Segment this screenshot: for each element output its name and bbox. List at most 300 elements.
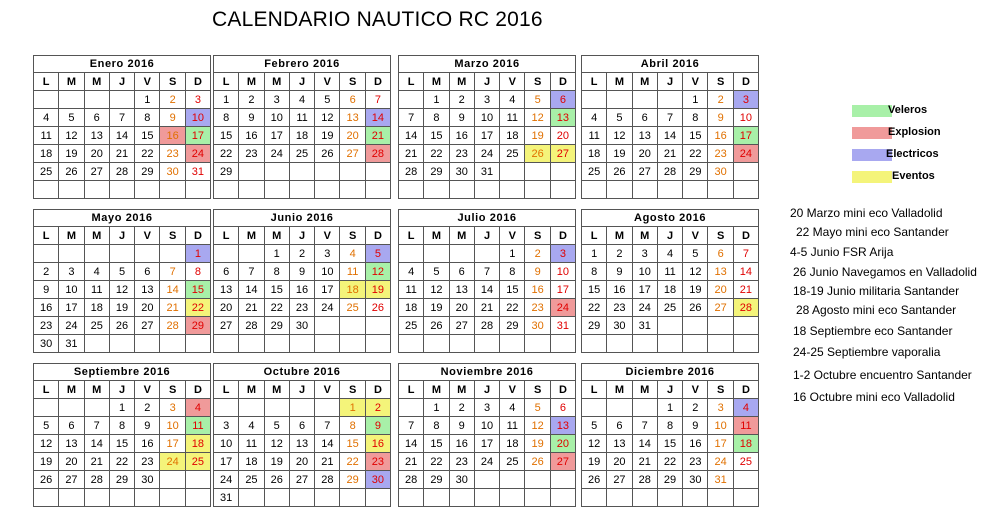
weekday-header: D: [733, 73, 758, 91]
day-cell: 17: [59, 299, 84, 317]
day-cell: 10: [160, 417, 185, 435]
day-cell: 29: [500, 317, 525, 335]
empty-cell: [424, 489, 449, 507]
day-cell: 12: [424, 281, 449, 299]
day-cell: 15: [657, 435, 682, 453]
day-cell: 5: [525, 91, 550, 109]
weekday-header: L: [399, 73, 424, 91]
event-item: 20 Marzo mini eco Valladolid: [790, 206, 943, 220]
day-cell: 2: [160, 91, 185, 109]
day-cell: 14: [84, 435, 109, 453]
weekday-header: D: [550, 381, 575, 399]
day-cell: 25: [340, 299, 365, 317]
day-cell: 22: [185, 299, 210, 317]
empty-cell: [525, 471, 550, 489]
day-cell: 11: [239, 435, 264, 453]
day-cell: 18: [340, 281, 365, 299]
empty-cell: [657, 317, 682, 335]
weekday-header: M: [449, 73, 474, 91]
empty-cell: [160, 335, 185, 353]
empty-cell: [525, 335, 550, 353]
empty-cell: [135, 245, 160, 263]
day-cell: 15: [340, 435, 365, 453]
empty-cell: [449, 181, 474, 199]
empty-cell: [59, 245, 84, 263]
empty-cell: [160, 471, 185, 489]
empty-cell: [449, 335, 474, 353]
day-cell: 2: [34, 263, 59, 281]
day-cell: 29: [683, 163, 708, 181]
event-item: 22 Mayo mini eco Santander: [796, 225, 949, 239]
day-cell: 25: [500, 145, 525, 163]
empty-cell: [84, 91, 109, 109]
empty-cell: [607, 335, 632, 353]
day-cell: 3: [214, 417, 239, 435]
day-cell: 15: [135, 127, 160, 145]
day-cell: 13: [59, 435, 84, 453]
empty-cell: [550, 181, 575, 199]
day-cell: 20: [289, 453, 314, 471]
empty-cell: [399, 245, 424, 263]
day-cell: 4: [657, 245, 682, 263]
day-cell: 6: [607, 417, 632, 435]
weekday-header: L: [214, 227, 239, 245]
day-cell: 24: [264, 145, 289, 163]
day-cell: 6: [550, 91, 575, 109]
weekday-header: L: [582, 227, 607, 245]
day-cell: 5: [34, 417, 59, 435]
day-cell: 19: [607, 145, 632, 163]
empty-cell: [59, 489, 84, 507]
day-cell: 3: [315, 245, 340, 263]
empty-cell: [135, 489, 160, 507]
day-cell: 22: [582, 299, 607, 317]
weekday-header: L: [399, 227, 424, 245]
month-name: Enero 2016: [34, 56, 211, 73]
day-cell: 10: [474, 417, 499, 435]
day-cell: 17: [733, 127, 758, 145]
empty-cell: [59, 181, 84, 199]
empty-cell: [315, 335, 340, 353]
day-cell: 28: [160, 317, 185, 335]
day-cell: 26: [264, 471, 289, 489]
day-cell: 20: [340, 127, 365, 145]
weekday-header: M: [84, 73, 109, 91]
day-cell: 25: [239, 471, 264, 489]
day-cell: 18: [399, 299, 424, 317]
empty-cell: [733, 181, 758, 199]
day-cell: 19: [424, 299, 449, 317]
weekday-header: M: [632, 227, 657, 245]
day-cell: 7: [84, 417, 109, 435]
day-cell: 25: [289, 145, 314, 163]
empty-cell: [160, 489, 185, 507]
day-cell: 25: [582, 163, 607, 181]
month-calendar: [581, 209, 759, 353]
day-cell: 21: [365, 127, 390, 145]
day-cell: 30: [525, 317, 550, 335]
empty-cell: [424, 245, 449, 263]
day-cell: 16: [289, 281, 314, 299]
day-cell: 5: [59, 109, 84, 127]
day-cell: 11: [340, 263, 365, 281]
day-cell: 11: [657, 263, 682, 281]
day-cell: 5: [582, 417, 607, 435]
day-cell: 17: [474, 435, 499, 453]
day-cell: 2: [239, 91, 264, 109]
empty-cell: [34, 91, 59, 109]
empty-cell: [399, 335, 424, 353]
day-cell: 18: [84, 299, 109, 317]
weekday-header: V: [683, 381, 708, 399]
month-calendar: [33, 209, 211, 353]
weekday-header: M: [424, 227, 449, 245]
weekday-header: D: [550, 227, 575, 245]
weekday-header: D: [733, 381, 758, 399]
day-cell: 31: [550, 317, 575, 335]
day-cell: 21: [399, 453, 424, 471]
day-cell: 30: [34, 335, 59, 353]
legend-label: Veleros: [888, 104, 928, 116]
day-cell: 25: [84, 317, 109, 335]
day-cell: 18: [185, 435, 210, 453]
empty-cell: [214, 399, 239, 417]
empty-cell: [264, 489, 289, 507]
weekday-header: M: [424, 381, 449, 399]
day-cell: 1: [657, 399, 682, 417]
empty-cell: [340, 489, 365, 507]
day-cell: 28: [657, 163, 682, 181]
day-cell: 21: [657, 145, 682, 163]
day-cell: 29: [340, 471, 365, 489]
month-calendar: [581, 363, 759, 507]
event-item: 24-25 Septiembre vaporalia: [793, 345, 941, 359]
day-cell: 22: [424, 145, 449, 163]
month-calendar: [581, 55, 759, 199]
empty-cell: [340, 181, 365, 199]
month-calendar: [213, 55, 391, 199]
empty-cell: [632, 181, 657, 199]
day-cell: 18: [289, 127, 314, 145]
day-cell: 2: [607, 245, 632, 263]
empty-cell: [474, 245, 499, 263]
day-cell: 24: [185, 145, 210, 163]
empty-cell: [365, 489, 390, 507]
day-cell: 28: [315, 471, 340, 489]
day-cell: 26: [607, 163, 632, 181]
day-cell: 14: [474, 281, 499, 299]
day-cell: 9: [135, 417, 160, 435]
empty-cell: [525, 181, 550, 199]
empty-cell: [289, 181, 314, 199]
weekday-header: V: [315, 381, 340, 399]
day-cell: 15: [264, 281, 289, 299]
empty-cell: [315, 489, 340, 507]
day-cell: 2: [683, 399, 708, 417]
day-cell: 18: [582, 145, 607, 163]
day-cell: 8: [683, 109, 708, 127]
empty-cell: [607, 181, 632, 199]
day-cell: 1: [424, 399, 449, 417]
empty-cell: [340, 335, 365, 353]
empty-cell: [683, 181, 708, 199]
day-cell: 10: [708, 417, 733, 435]
day-cell: 30: [449, 471, 474, 489]
day-cell: 25: [34, 163, 59, 181]
day-cell: 1: [340, 399, 365, 417]
day-cell: 27: [340, 145, 365, 163]
day-cell: 14: [109, 127, 134, 145]
day-cell: 25: [657, 299, 682, 317]
day-cell: 26: [365, 299, 390, 317]
day-cell: 16: [239, 127, 264, 145]
weekday-header: D: [185, 227, 210, 245]
empty-cell: [84, 335, 109, 353]
day-cell: 9: [525, 263, 550, 281]
day-cell: 24: [214, 471, 239, 489]
empty-cell: [449, 245, 474, 263]
day-cell: 15: [582, 281, 607, 299]
day-cell: 7: [239, 263, 264, 281]
day-cell: 21: [239, 299, 264, 317]
weekday-header: L: [34, 381, 59, 399]
day-cell: 12: [525, 109, 550, 127]
empty-cell: [340, 317, 365, 335]
day-cell: 25: [500, 453, 525, 471]
day-cell: 11: [289, 109, 314, 127]
day-cell: 29: [214, 163, 239, 181]
day-cell: 23: [239, 145, 264, 163]
weekday-header: J: [289, 381, 314, 399]
weekday-header: D: [550, 73, 575, 91]
empty-cell: [582, 181, 607, 199]
day-cell: 20: [550, 435, 575, 453]
day-cell: 21: [315, 453, 340, 471]
day-cell: 4: [399, 263, 424, 281]
empty-cell: [34, 245, 59, 263]
day-cell: 3: [632, 245, 657, 263]
month-name: Marzo 2016: [399, 56, 576, 73]
day-cell: 11: [582, 127, 607, 145]
day-cell: 26: [315, 145, 340, 163]
day-cell: 19: [315, 127, 340, 145]
day-cell: 8: [264, 263, 289, 281]
weekday-header: M: [239, 227, 264, 245]
day-cell: 27: [135, 317, 160, 335]
day-cell: 25: [399, 317, 424, 335]
day-cell: 24: [733, 145, 758, 163]
day-cell: 5: [683, 245, 708, 263]
day-cell: 27: [214, 317, 239, 335]
day-cell: 10: [214, 435, 239, 453]
weekday-header: M: [607, 227, 632, 245]
day-cell: 6: [84, 109, 109, 127]
day-cell: 14: [239, 281, 264, 299]
weekday-header: V: [500, 227, 525, 245]
day-cell: 17: [160, 435, 185, 453]
day-cell: 5: [315, 91, 340, 109]
day-cell: 7: [474, 263, 499, 281]
day-cell: 20: [607, 453, 632, 471]
day-cell: 17: [185, 127, 210, 145]
day-cell: 10: [632, 263, 657, 281]
day-cell: 5: [109, 263, 134, 281]
month-name: Noviembre 2016: [399, 364, 576, 381]
day-cell: 29: [135, 163, 160, 181]
day-cell: 9: [607, 263, 632, 281]
day-cell: 6: [214, 263, 239, 281]
day-cell: 9: [365, 417, 390, 435]
day-cell: 28: [399, 163, 424, 181]
empty-cell: [315, 317, 340, 335]
day-cell: 23: [135, 453, 160, 471]
empty-cell: [733, 489, 758, 507]
weekday-header: M: [264, 381, 289, 399]
weekday-header: J: [109, 227, 134, 245]
day-cell: 31: [708, 471, 733, 489]
empty-cell: [708, 335, 733, 353]
day-cell: 23: [449, 453, 474, 471]
empty-cell: [315, 399, 340, 417]
day-cell: 25: [185, 453, 210, 471]
day-cell: 8: [185, 263, 210, 281]
day-cell: 15: [500, 281, 525, 299]
empty-cell: [239, 181, 264, 199]
empty-cell: [214, 335, 239, 353]
day-cell: 31: [214, 489, 239, 507]
day-cell: 8: [135, 109, 160, 127]
day-cell: 10: [550, 263, 575, 281]
weekday-header: S: [160, 381, 185, 399]
day-cell: 7: [399, 417, 424, 435]
empty-cell: [550, 489, 575, 507]
empty-cell: [632, 399, 657, 417]
day-cell: 12: [365, 263, 390, 281]
day-cell: 6: [135, 263, 160, 281]
day-cell: 14: [657, 127, 682, 145]
weekday-header: L: [582, 381, 607, 399]
day-cell: 19: [59, 145, 84, 163]
day-cell: 1: [109, 399, 134, 417]
empty-cell: [214, 245, 239, 263]
empty-cell: [500, 181, 525, 199]
day-cell: 15: [109, 435, 134, 453]
weekday-header: D: [733, 227, 758, 245]
day-cell: 5: [424, 263, 449, 281]
empty-cell: [84, 399, 109, 417]
day-cell: 23: [607, 299, 632, 317]
month-name: Junio 2016: [214, 210, 391, 227]
month-calendar: [33, 363, 211, 507]
weekday-header: J: [289, 73, 314, 91]
weekday-header: L: [214, 381, 239, 399]
day-cell: 30: [683, 471, 708, 489]
weekday-header: J: [657, 73, 682, 91]
day-cell: 5: [525, 399, 550, 417]
weekday-header: D: [365, 381, 390, 399]
day-cell: 24: [474, 453, 499, 471]
empty-cell: [708, 317, 733, 335]
empty-cell: [84, 181, 109, 199]
legend-swatch: [852, 127, 892, 139]
event-item: 1-2 Octubre encuentro Santander: [793, 368, 972, 382]
page-title: CALENDARIO NAUTICO RC 2016: [212, 8, 543, 31]
empty-cell: [683, 317, 708, 335]
weekday-header: S: [708, 227, 733, 245]
weekday-header: L: [34, 73, 59, 91]
day-cell: 13: [289, 435, 314, 453]
empty-cell: [109, 91, 134, 109]
day-cell: 28: [733, 299, 758, 317]
day-cell: 5: [607, 109, 632, 127]
day-cell: 3: [708, 399, 733, 417]
legend-label: Explosion: [888, 126, 941, 138]
month-calendar: [398, 55, 576, 199]
day-cell: 18: [34, 145, 59, 163]
weekday-header: M: [59, 227, 84, 245]
day-cell: 1: [424, 91, 449, 109]
day-cell: 17: [550, 281, 575, 299]
empty-cell: [500, 471, 525, 489]
empty-cell: [683, 489, 708, 507]
day-cell: 23: [449, 145, 474, 163]
weekday-header: M: [239, 73, 264, 91]
empty-cell: [365, 317, 390, 335]
empty-cell: [289, 335, 314, 353]
day-cell: 14: [365, 109, 390, 127]
day-cell: 10: [315, 263, 340, 281]
day-cell: 7: [315, 417, 340, 435]
day-cell: 12: [59, 127, 84, 145]
day-cell: 8: [424, 109, 449, 127]
weekday-header: J: [657, 227, 682, 245]
empty-cell: [550, 335, 575, 353]
empty-cell: [264, 399, 289, 417]
weekday-header: M: [239, 381, 264, 399]
day-cell: 6: [340, 91, 365, 109]
day-cell: 16: [449, 127, 474, 145]
day-cell: 12: [264, 435, 289, 453]
day-cell: 12: [34, 435, 59, 453]
day-cell: 8: [582, 263, 607, 281]
day-cell: 8: [424, 417, 449, 435]
empty-cell: [264, 335, 289, 353]
day-cell: 24: [632, 299, 657, 317]
day-cell: 29: [424, 471, 449, 489]
day-cell: 28: [365, 145, 390, 163]
day-cell: 27: [550, 145, 575, 163]
empty-cell: [733, 317, 758, 335]
day-cell: 19: [34, 453, 59, 471]
empty-cell: [525, 163, 550, 181]
day-cell: 29: [582, 317, 607, 335]
day-cell: 13: [135, 281, 160, 299]
day-cell: 2: [135, 399, 160, 417]
weekday-header: S: [708, 73, 733, 91]
empty-cell: [289, 489, 314, 507]
day-cell: 3: [550, 245, 575, 263]
weekday-header: S: [525, 227, 550, 245]
day-cell: 29: [424, 163, 449, 181]
empty-cell: [733, 335, 758, 353]
day-cell: 8: [500, 263, 525, 281]
day-cell: 27: [632, 163, 657, 181]
day-cell: 26: [582, 471, 607, 489]
weekday-header: M: [607, 381, 632, 399]
day-cell: 5: [264, 417, 289, 435]
weekday-header: M: [424, 73, 449, 91]
weekday-header: L: [34, 227, 59, 245]
